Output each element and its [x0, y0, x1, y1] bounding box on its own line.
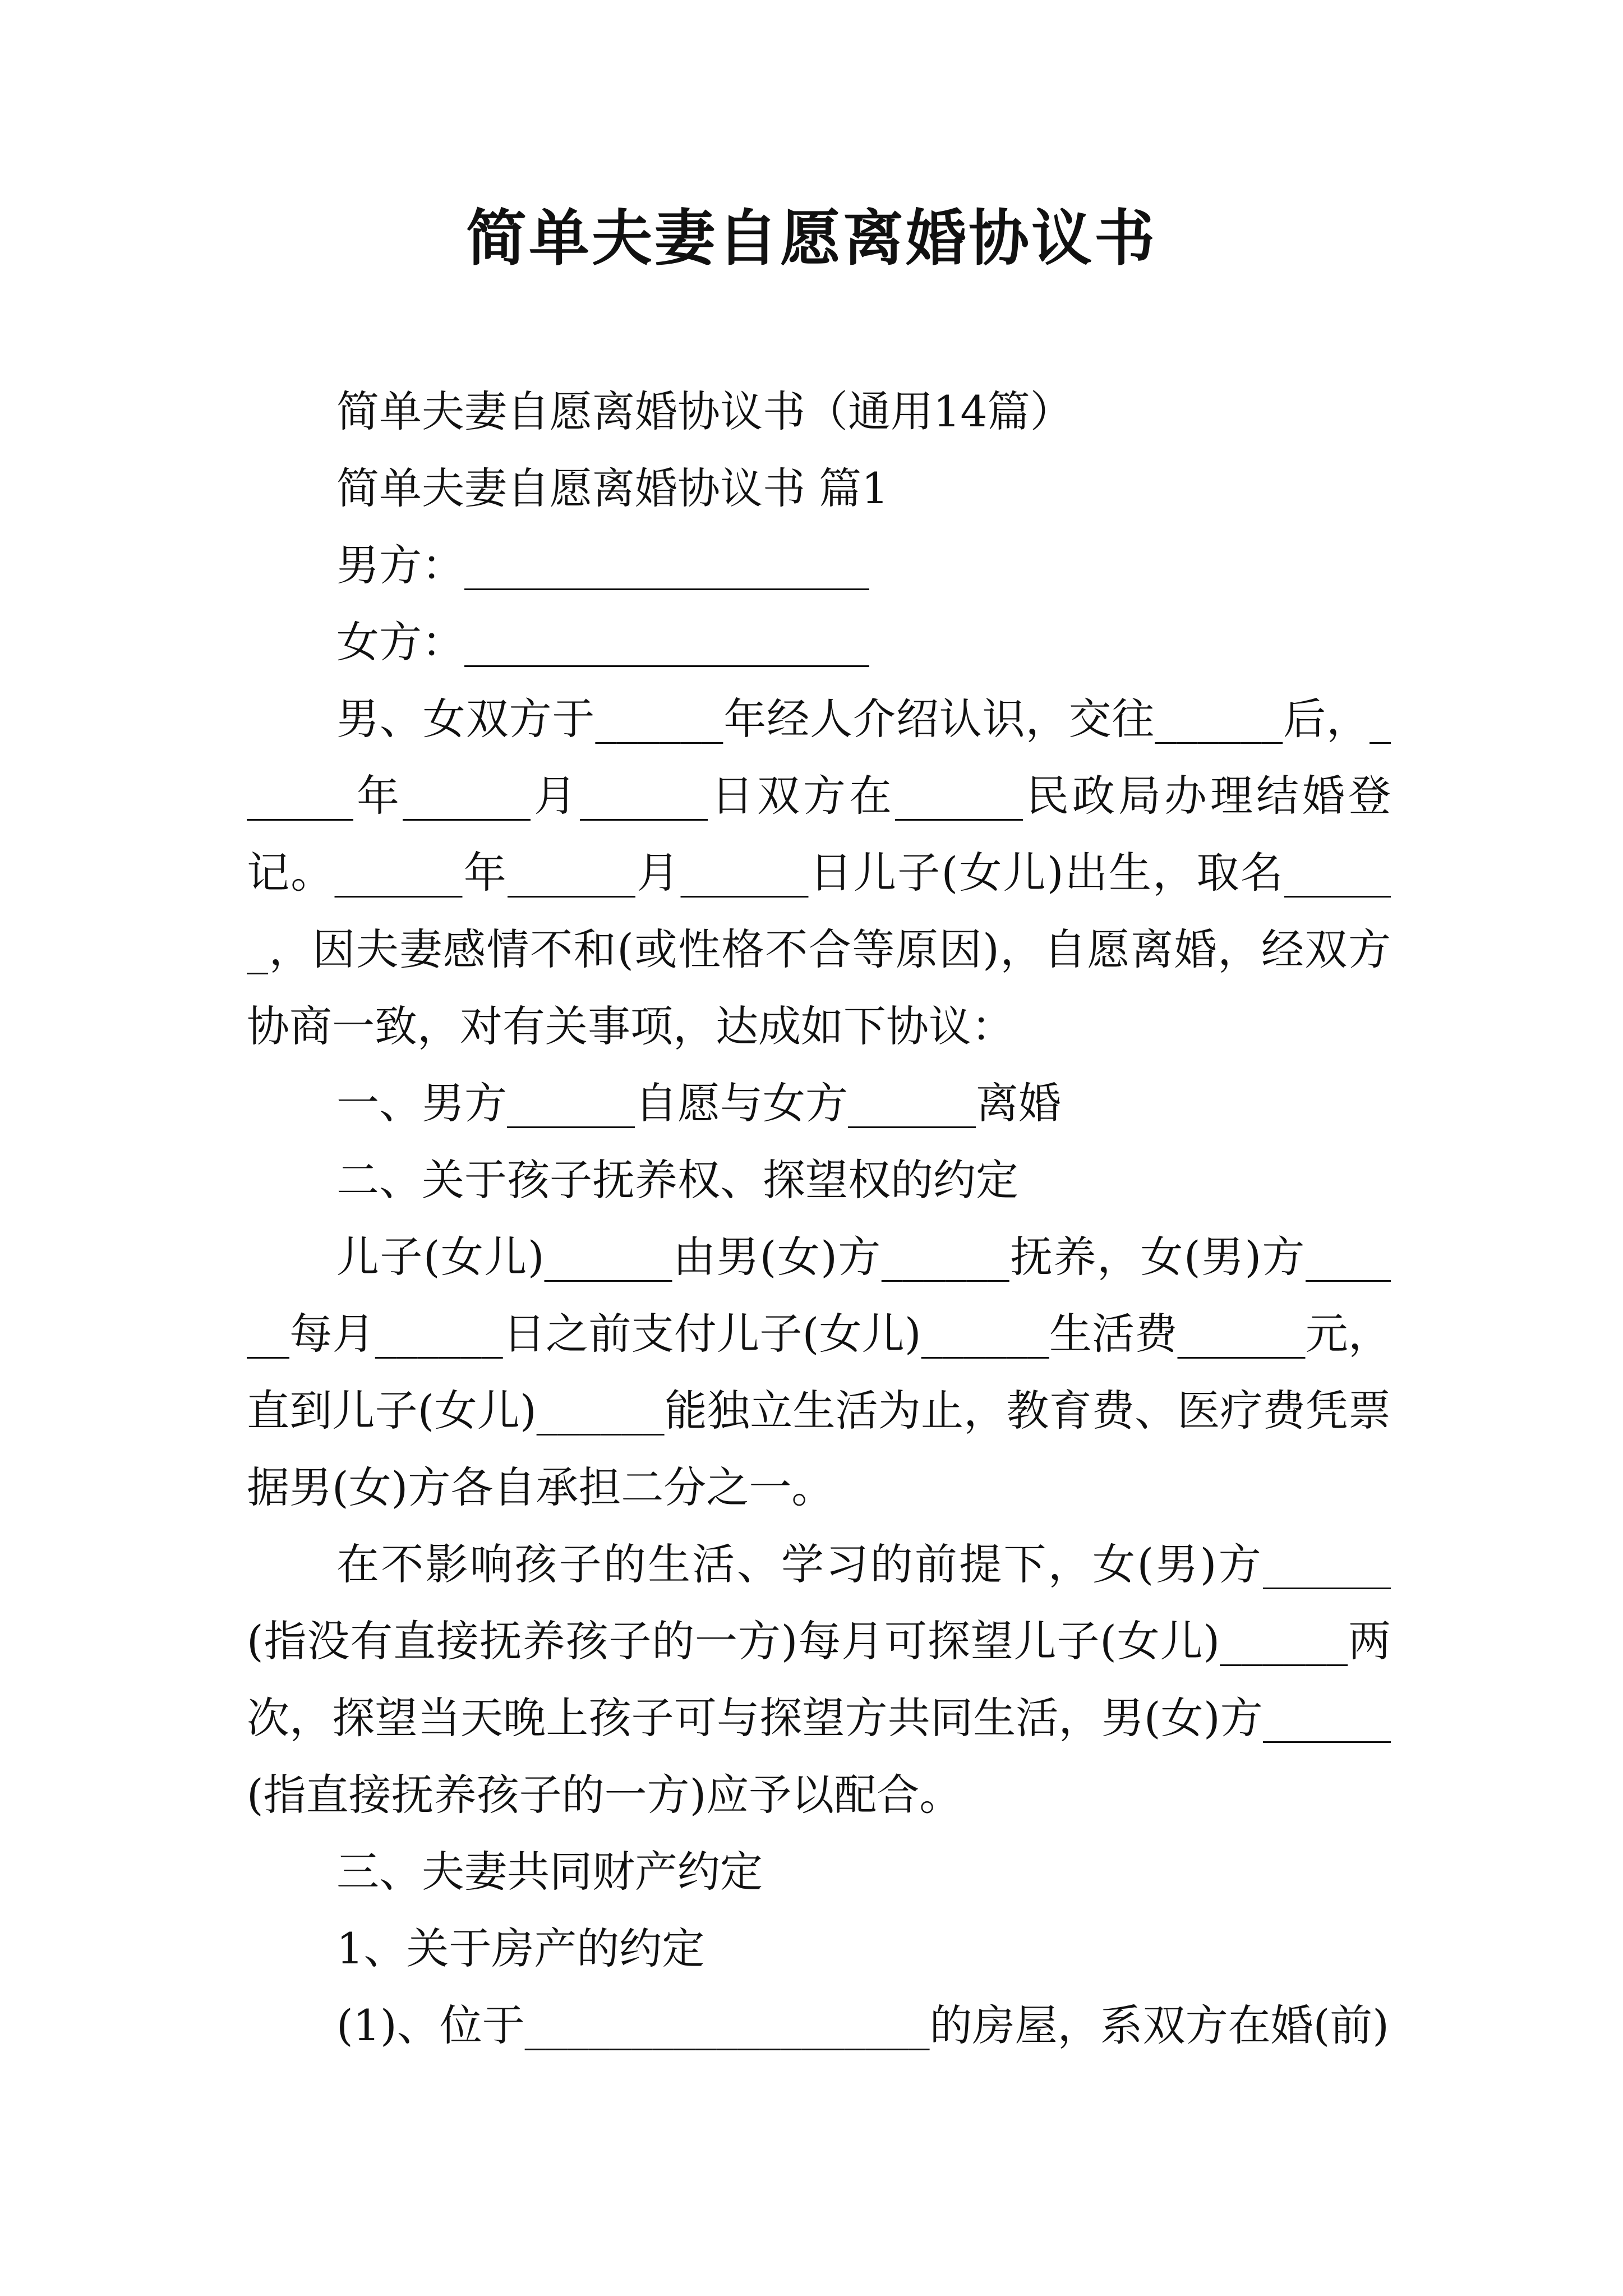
paragraph-clause-3: 三、夫妻共同财产约定 [336, 1847, 763, 1897]
paragraph-section-heading: 简单夫妻自愿离婚协议书 篇1 [336, 463, 889, 513]
paragraph-clause-2: 二、关于孩子抚养权、探望权的约定 [336, 1155, 1018, 1205]
document-body [247, 373, 1391, 2064]
paragraph-custody: 儿子(女儿)______由男(女)方______抚养，女(男)方______每月______日之前支付儿子(女儿)______生活费______元，直到儿子(女儿)______能独立生活为止，教育费、医疗费凭票据男(女)方各自承担二分之一。 [247, 1232, 1391, 1512]
paragraph-female-party: 女方：___________________ [336, 617, 869, 667]
paragraph-property-1: (1)、位于___________________的房屋，系双方在婚(前) [336, 2000, 1389, 2050]
paragraph-clause-1: 一、男方______自愿与女方______离婚 [336, 1078, 1061, 1128]
document-title: 简单夫妻自愿离婚协议书 [465, 203, 1157, 274]
paragraph-male-party: 男方：___________________ [336, 540, 869, 590]
paragraph-background: 男、女双方于______年经人介绍认识，交往______后，______年______月______日双方在______民政局办理结婚登记。______年______月______日儿子(女儿)出生，取名______，因夫妻感情不和(或性格不合等原因)，自愿离婚，经双方协商一致，对有关事项，达成如下协议： [247, 694, 1391, 1051]
paragraph-subtitle: 简单夫妻自愿离婚协议书（通用14篇） [336, 386, 1073, 436]
paragraph-visitation: 在不影响孩子的生活、学习的前提下，女(男)方______(指没有直接抚养孩子的一方)每月可探望儿子(女儿)______两次，探望当天晚上孩子可与探望方共同生活，男(女)方______(指直接抚养孩子的一方)应予以配合。 [247, 1539, 1391, 1820]
paragraph-property-heading: 1、关于房产的约定 [336, 1924, 705, 1973]
